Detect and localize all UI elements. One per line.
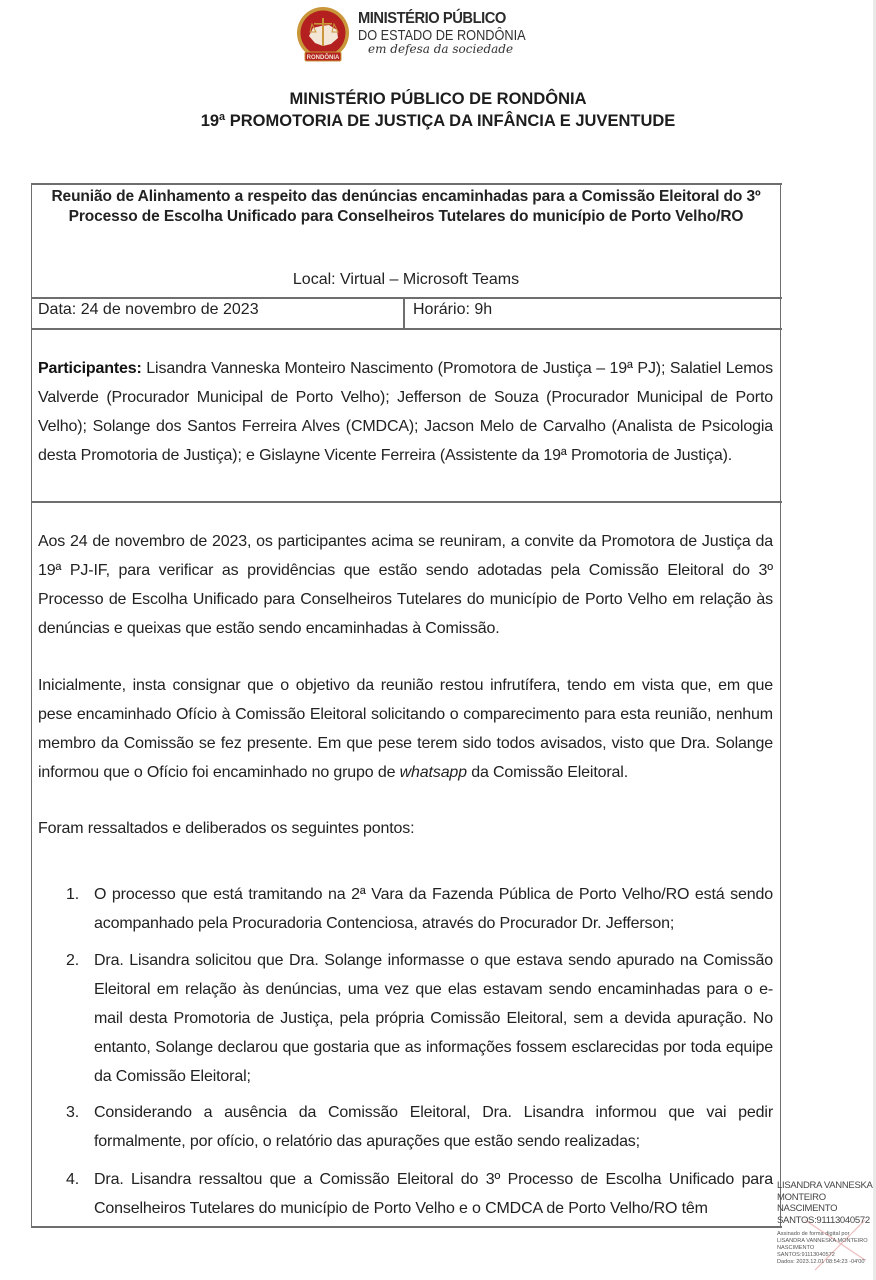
org-name: MINISTÉRIO PÚBLICO DE RONDÔNIA xyxy=(289,90,587,108)
meeting-time: Horário: 9h xyxy=(413,301,493,318)
table-border-top xyxy=(31,183,782,185)
table-divider xyxy=(31,297,782,299)
institution-logo xyxy=(295,6,525,66)
signer-name: LISANDRA VANNESKA MONTEIRO NASCIMENTO SANTOS:91113040572 xyxy=(777,1180,873,1226)
cell-divider xyxy=(403,297,405,329)
list-item xyxy=(38,1098,773,1156)
list-number: 3. xyxy=(66,1104,80,1121)
meeting-location: Local: Virtual – Microsoft Teams xyxy=(292,271,520,288)
logo-tagline: em defesa da sociedade xyxy=(368,42,514,56)
logo-line-1: MINISTÉRIO PÚBLICO xyxy=(358,10,506,27)
paragraph-context: Inicialmente, insta consignar que o objetivo da reunião restou infrutífera, tendo em vista que, em que pese encaminhado Ofício à Comissão Eleitoral solicitando o comparecimento para esta reunião, nenhum membro da Comissão se fez presente. Em que pese terem sido todos avisados, visto que Dra. Solange informou que o Ofício foi encaminhado no grupo de whatsapp da Comissão Eleitoral. xyxy=(38,677,773,781)
list-number: 1. xyxy=(66,886,80,903)
org-heading xyxy=(0,88,876,132)
logo-line-2: DO ESTADO DE RONDÔNIA xyxy=(358,27,526,44)
list-text: Considerando a ausência da Comissão Eleitoral, Dra. Lisandra informou que vai pedir formalmente, por ofício, o relatório das apurações que estão sendo realizadas; xyxy=(94,1104,773,1150)
signature-details: Assinado de forma digital por LISANDRA VANNESKA MONTEIRO NASCIMENTO SANTOS:91113040572 Dados: 2023.12.01 08:54:23 -04'00' xyxy=(777,1231,868,1265)
whatsapp-term: whatsapp xyxy=(399,764,467,781)
list-text: O processo que está tramitando na 2ª Vara da Fazenda Pública de Porto Velho/RO está sendo acompanhado pela Procuradoria Contenciosa, através do Procurador Dr. Jefferson; xyxy=(94,886,773,932)
paragraph-intro: Aos 24 de novembro de 2023, os participantes acima se reuniram, a convite da Promotora de Justiça da 19ª PJ-IF, para verificar as providências que estão sendo adotadas pela Comissão Eleitoral do 3º Processo de Escolha Unificado para Conselheiros Tutelares do município de Porto Velho em relação às denúncias e queixas que estão sendo encaminhadas à Comissão. xyxy=(38,533,773,637)
meeting-date: Data: 24 de novembro de 2023 xyxy=(38,301,259,318)
list-number: 2. xyxy=(66,952,80,969)
table-border-bottom xyxy=(31,1226,782,1228)
list-item xyxy=(38,1165,773,1223)
list-item xyxy=(38,946,773,1091)
participants xyxy=(38,354,773,470)
svg-text:RONDÔNIA: RONDÔNIA xyxy=(306,55,340,61)
table-divider xyxy=(31,501,782,503)
list-text: Dra. Lisandra solicitou que Dra. Solange informasse o que estava sendo apurado na Comissão Eleitoral em relação às denúncias, uma vez que elas estavam sendo encaminhadas para o e-mail desta Promotoria de Justiça, pela própria Comissão Eleitoral, sem a devida apuração. No entanto, Solange declarou que gostaria que as informações fossem esclarecidas por toda equipe da Comissão Eleitoral; xyxy=(94,952,773,1085)
org-unit: 19ª PROMOTORIA DE JUSTIÇA DA INFÂNCIA E JUVENTUDE xyxy=(200,112,676,130)
participants-label: Participantes: xyxy=(38,360,142,377)
list-text: Dra. Lisandra ressaltou que a Comissão Eleitoral do 3º Processo de Escolha Unificado para Conselheiros Tutelares do município de Porto Velho e o CMDCA de Porto Velho/RO têm xyxy=(94,1171,773,1217)
participants-list: Lisandra Vanneska Monteiro Nascimento (Promotora de Justiça – 19ª PJ); Salatiel Lemos Valverde (Procurador Municipal de Porto Velho); Jefferson de Souza (Procurador Municipal de Porto Velho); Solange dos Santos Ferreira Alves (CMDCA); Jacson Melo de Carvalho (Analista de Psicologia desta Promotoria de Justiça); e Gislayne Vicente Ferreira (Assistente da 19ª Promotoria de Justiça). xyxy=(38,360,773,464)
table-divider xyxy=(31,328,782,330)
meeting-title: Reunião de Alinhamento a respeito das denúncias encaminhadas para a Comissão Eleitoral do 3º Processo de Escolha Unificado para Conselheiros Tutelares do município de Porto Velho/RO xyxy=(51,188,761,225)
list-item xyxy=(38,880,773,938)
paragraph-points-intro: Foram ressaltados e deliberados os seguintes pontos: xyxy=(38,820,415,837)
digital-signature xyxy=(777,1180,876,1266)
list-number: 4. xyxy=(66,1171,80,1188)
seal-icon xyxy=(295,6,351,64)
